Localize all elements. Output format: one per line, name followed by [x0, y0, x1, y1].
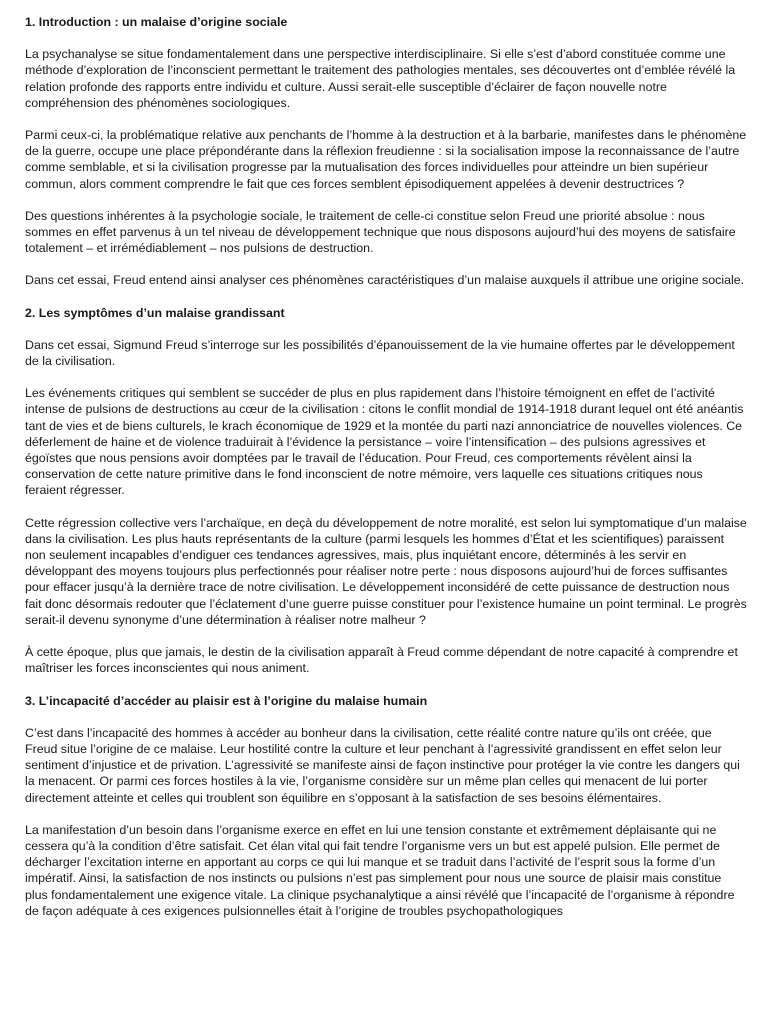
paragraph: À cette époque, plus que jamais, le destin de la civilisation apparaît à Freud comme dépendant de notre capacité à comprendre et maîtriser les forces inconscientes qui nous animent. [25, 645, 738, 676]
section-heading: 3. L’incapacité d’accéder au plaisir est à l’origine du malaise humain [25, 693, 428, 708]
section-heading: 2. Les symptômes d’un malaise grandissant [25, 305, 285, 320]
section-incapacite-plaisir [25, 693, 747, 919]
paragraph: Les événements critiques qui semblent se succéder de plus en plus rapidement dans l’histoire témoignent en effet de l’activité intense de pulsions de destructions au cœur de la civilisation : citons le conflit mondial de 1914-1918 durant lequel ont été anéantis tant de vies et de biens culturels, le krach économique de 1929 et la montée du parti nazi annonciatrice de nouvelles violences. Ce déferlement de haine et de violence traduirait à l’évidence la persistance – voire l’intensification – des pulsions agressives et égoïstes que nous pensions avoir domptées par le travail de l’éducation. Pour Freud, ces comportements révèlent ainsi la conservation de cette nature primitive dans le fond inconscient de notre mémoire, vers laquelle ces situations critiques nous feraient régresser. [25, 386, 744, 498]
section-heading: 1. Introduction : un malaise d’origine sociale [25, 15, 288, 29]
paragraph: La psychanalyse se situe fondamentalement dans une perspective interdisciplinaire. Si elle s’est d’abord constituée comme une méthode d’exploration de l’inconscient permettant le traitement des pathologies mentales, ses découvertes ont d’emblée révélé la relation profonde des rapports entre individu et culture. Aussi serait-elle susceptible d’éclairer de façon nouvelle notre compréhension des phénomènes sociologiques. [25, 47, 736, 110]
paragraph: Des questions inhérentes à la psychologie sociale, le traitement de celle-ci constitue selon Freud une priorité absolue : nous sommes en effet parvenus à un tel niveau de développement technique que nous disposons aujourd’hui des moyens de satisfaire totalement – et irrémédiablement – nos pulsions de destruction. [25, 208, 736, 256]
document-page [25, 14, 747, 935]
paragraph: La manifestation d’un besoin dans l’organisme exerce en effet en lui une tension constante et extrêmement déplaisante qui ne cessera qu’à la condition d’être satisfait. Cet élan vital qui fait tendre l’organisme vers un but est appelé pulsion. Elle permet de décharger l’excitation interne en apportant au corps ce qui lui manque et se traduit dans l’activité de l’esprit sous la forme d’un impératif. Ainsi, la satisfaction de nos instincts ou pulsions n’est pas simplement pour nous une source de plaisir mais constitue plus fondamentalement une exigence vitale. La clinique psychanalytique a ainsi révélé que l’incapacité de l’organisme à répondre de façon adéquate à ces exigences pulsionnelles était à l’origine de troubles psychopathologiques [25, 822, 735, 918]
paragraph: Dans cet essai, Freud entend ainsi analyser ces phénomènes caractéristiques d’un malaise auxquels il attribue une origine sociale. [25, 273, 745, 288]
paragraph: Dans cet essai, Sigmund Freud s’interroge sur les possibilités d’épanouissement de la vie humaine offertes par le développement de la civilisation. [25, 337, 735, 369]
paragraph: C’est dans l’incapacité des hommes à accéder au bonheur dans la civilisation, cette réalité contre nature qu’ils ont créée, que Freud situe l’origine de ce malaise. Leur hostilité contre la culture et leur penchant à l’agressivité grandissent en effet selon leur sentiment d’injustice et de privation. L’agressivité se manifeste ainsi de façon instinctive pour protéger la vie contre les dangers qui la menacent. Or parmi ces forces hostiles à la vie, l’organisme considère sur un même plan celles qui menacent de lui porter directement atteinte et celles qui troublent son équilibre en s’opposant à la satisfaction de ses besoins élémentaires. [25, 725, 740, 805]
section-symptomes [25, 305, 747, 677]
paragraph: Parmi ceux-ci, la problématique relative aux penchants de l’homme à la destruction et à la barbarie, manifestes dans le phénomène de la guerre, occupe une place prépondérante dans la réflexion freudienne : si la socialisation impose la reconnaissance de l’autre comme semblable, et si la civilisation progresse par la mutualisation des forces individuelles pour atteindre un bien supérieur commun, alors comment comprendre le fait que ces forces semblent épisodiquement appelées à devenir destructrices ? [25, 128, 747, 191]
section-introduction [25, 14, 747, 289]
paragraph: Cette régression collective vers l’archaïque, en deçà du développement de notre moralité, est selon lui symptomatique d’un malaise dans la civilisation. Les plus hauts représentants de la culture (parmi lesquels les hommes d’État et les scientifiques) paraissent non seulement incapables d’endiguer ces tendances agressives, mais, plus inquiétant encore, déterminés à les servir en développant des moyens toujours plus perfectionnés pour réaliser notre perte : nous disposons aujourd’hui de forces suffisantes pour effacer jusqu’à la dernière trace de notre civilisation. Le développement inconsidéré de cette puissance de destruction nous fait donc désormais redouter que l’éclatement d’une guerre puisse constituer pour l’existence humaine un point terminal. Le progrès serait-il devenu synonyme d’une détermination à réaliser notre malheur ? [25, 515, 747, 627]
